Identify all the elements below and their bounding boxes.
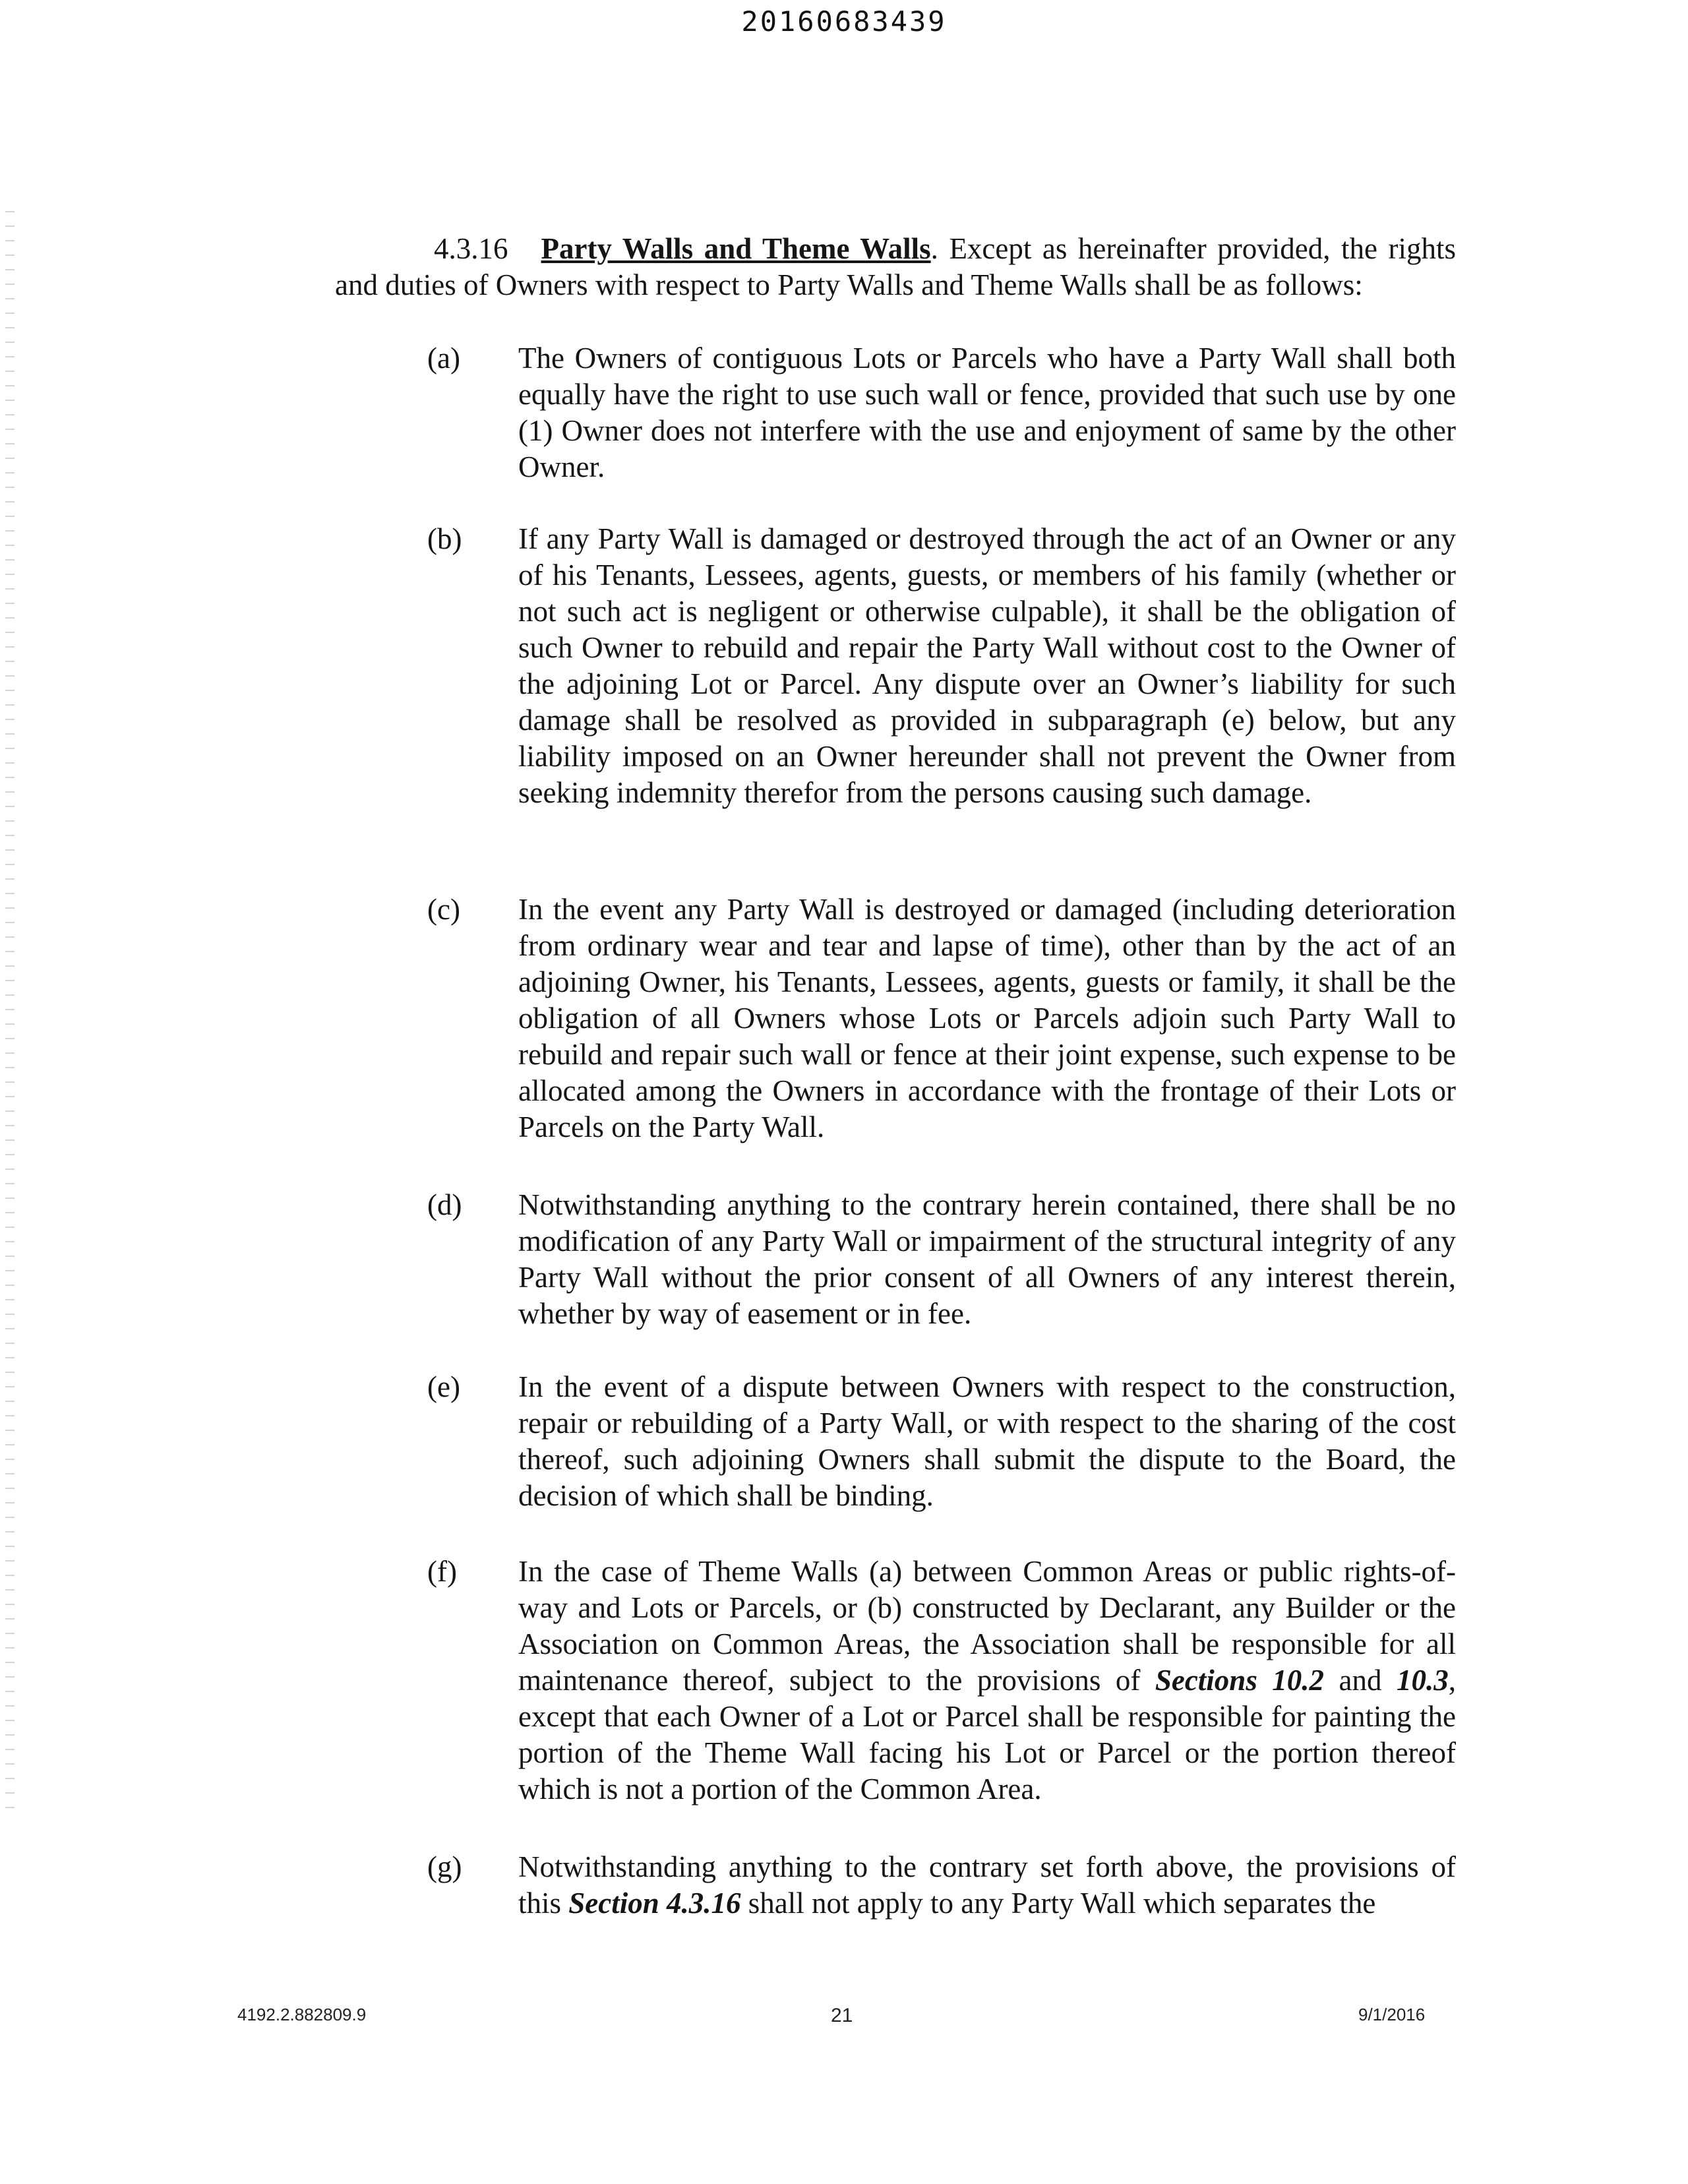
- section-reference: 10.3: [1397, 1664, 1449, 1697]
- subparagraph-label: (b): [427, 522, 462, 555]
- footer-page-number: 21: [831, 2005, 853, 2026]
- text-run: Notwithstanding anything to the contrary set forth above, the provisions of this: [518, 1850, 1456, 1920]
- subparagraph-label: (c): [427, 893, 460, 926]
- section-intro-text: . Except as hereinafter provided, the rights and duties of Owners with respect to Party Walls and Theme Walls shall be as follows:: [335, 232, 1456, 301]
- text-run: , except that each Owner of a Lot or Parcel shall be responsible for painting the portion of the Theme Wall facing his Lot or Parcel or the portion thereof which is not a portion of the Common Area.: [518, 1664, 1456, 1805]
- footer-document-id: 4192.2.882809.9: [237, 2005, 367, 2024]
- section-title: Party Walls and Theme Walls: [541, 232, 931, 265]
- subparagraph-label: (a): [427, 342, 460, 375]
- section-intro-paragraph: [335, 231, 1456, 303]
- section-reference: Sections 10.2: [1155, 1664, 1325, 1697]
- subparagraph-text: [518, 1849, 1456, 1922]
- recording-number: 20160683439: [741, 5, 947, 38]
- subparagraph-label: (e): [427, 1370, 460, 1403]
- subparagraph-text: If any Party Wall is damaged or destroyed through the act of an Owner or any of his Tenants, Lessees, agents, guests, or members of his family (whether or not such act is negligent or otherwise culpable), it shall be the obligation of such Owner to rebuild and repair the Party Wall without cost to the Owner of the adjoining Lot or Parcel. Any dispute over an Owner’s liability for such damage shall be resolved as provided in subparagraph (e) below, but any liability imposed on an Owner hereunder shall not prevent the Owner from seeking indemnity therefor from the persons causing such damage.: [518, 522, 1456, 809]
- subparagraph-label: (f): [427, 1555, 457, 1588]
- text-run: In the case of Theme Walls (a) between Common Areas or public rights-of-way and Lots or Parcels, or (b) constructed by Declarant, any Builder or the Association on Common Areas, the Association shall be responsible for all maintenance thereof, subject to the provisions of: [518, 1555, 1456, 1697]
- text-run: shall not apply to any Party Wall which separates the: [740, 1887, 1376, 1920]
- section-reference: Section 4.3.16: [568, 1887, 741, 1920]
- scan-margin-specks: [5, 211, 15, 1820]
- footer-date: 9/1/2016: [1358, 2005, 1426, 2024]
- subparagraph-text: In the event of a dispute between Owners with respect to the construction, repair or rebuilding of a Party Wall, or with respect to the sharing of the cost thereof, such adjoining Owners shall submit the dispute to the Board, the decision of which shall be binding.: [518, 1370, 1456, 1512]
- subparagraph-label: (g): [427, 1850, 462, 1883]
- subparagraph-text: In the event any Party Wall is destroyed or damaged (including deterioration from ordinary wear and tear and lapse of time), other than by the act of an adjoining Owner, his Tenants, Lessees, agents, guests or family, it shall be the obligation of all Owners whose Lots or Parcels adjoin such Party Wall to rebuild and repair such wall or fence at their joint expense, such expense to be allocated among the Owners in accordance with the frontage of their Lots or Parcels on the Party Wall.: [518, 893, 1456, 1143]
- subparagraph-text: The Owners of contiguous Lots or Parcels who have a Party Wall shall both equally have the right to use such wall or fence, provided that such use by one (1) Owner does not interfere with the use and enjoyment of same by the other Owner.: [518, 342, 1456, 483]
- subparagraph-text: Notwithstanding anything to the contrary herein contained, there shall be no modification of any Party Wall or impairment of the structural integrity of any Party Wall without the prior consent of all Owners of any interest therein, whether by way of easement or in fee.: [518, 1188, 1456, 1330]
- subparagraph-label: (d): [427, 1188, 462, 1221]
- text-run: and: [1324, 1664, 1397, 1697]
- section-number: 4.3.16: [434, 232, 508, 265]
- subparagraph-text: [518, 1554, 1456, 1807]
